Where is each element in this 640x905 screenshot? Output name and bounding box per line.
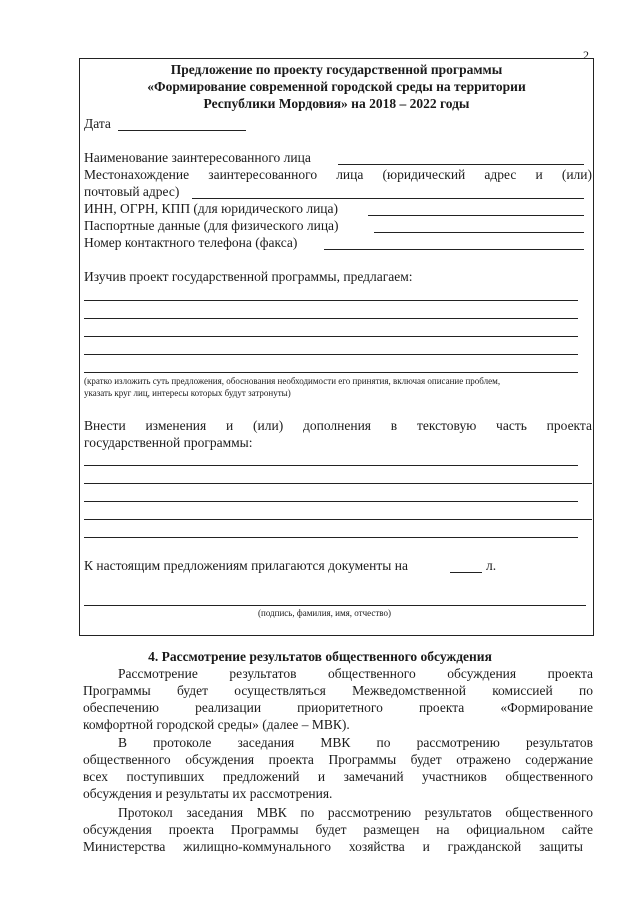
signature-caption: (подпись, фамилия, имя, отчество): [258, 608, 391, 618]
proposal-line-3[interactable]: [84, 336, 578, 337]
changes-line-c[interactable]: [84, 501, 578, 502]
attachments-prefix: К настоящим предложениям прилагаются документы на: [84, 558, 408, 573]
changes-line-d[interactable]: [84, 519, 592, 520]
passport-label: Паспортные данные (для физического лица): [84, 218, 339, 233]
applicant-name-line[interactable]: [338, 164, 584, 165]
p1-line-4: комфортной городской среды» (далее – МВК).: [83, 717, 350, 732]
proposal-note-line-1: (кратко изложить суть предложения, обоснования необходимости его принятия, включая описание проблем,: [84, 376, 501, 386]
attachments-count-line[interactable]: [450, 572, 482, 573]
page-number: 2: [583, 48, 589, 62]
form-title-line-2: «Формирование современной городской среды на территории: [147, 79, 526, 94]
signature-line[interactable]: [84, 605, 586, 606]
p1-line-3: обеспечению реализации приоритетного проекта «Формирование: [83, 700, 593, 715]
p2-line-3: всех поступивших предложений и замечаний участников общественного: [83, 769, 593, 784]
inn-label: ИНН, ОГРН, КПП (для юридического лица): [84, 201, 339, 216]
changes-line-a[interactable]: [84, 465, 578, 466]
p2-line-4: обсуждения и результаты их рассмотрения.: [83, 786, 333, 801]
date-line[interactable]: [118, 130, 246, 131]
proposal-line-2[interactable]: [84, 318, 578, 319]
form-title-line-1: Предложение по проекту государственной программы: [170, 62, 503, 77]
changes-line-2: государственной программы:: [84, 435, 253, 450]
phone-label: Номер контактного телефона (факса): [84, 235, 298, 250]
p1-line-1: Рассмотрение результатов общественного обсуждения проекта: [118, 666, 593, 681]
changes-line-b[interactable]: [84, 483, 592, 484]
postal-address-line[interactable]: [192, 198, 584, 199]
inn-line[interactable]: [368, 215, 584, 216]
phone-line[interactable]: [324, 249, 584, 250]
p1-line-2: Программы будет осуществляться Межведомственной комиссией по: [83, 683, 593, 698]
proposal-line-4[interactable]: [84, 354, 578, 355]
location-label: Местонахождение заинтересованного лица (юридический адрес и (или): [84, 167, 592, 182]
form-title-line-3: Республики Мордовия» на 2018 – 2022 годы: [203, 96, 470, 111]
p3-line-1: Протокол заседания МВК по рассмотрению результатов общественного: [118, 805, 593, 820]
p2-line-2: общественного обсуждения проекта Программы будет отражено содержание: [83, 752, 593, 767]
proposal-line-5[interactable]: [84, 372, 578, 373]
p2-line-1: В протоколе заседания МВК по рассмотрению результатов: [118, 735, 593, 750]
proposal-intro: Изучив проект государственной программы, предлагаем:: [84, 269, 413, 284]
changes-line-1: Внести изменения и (или) дополнения в текстовую часть проекта: [84, 418, 592, 433]
p3-line-2: обсуждения проекта Программы будет размещен на официальном сайте: [83, 822, 593, 837]
passport-line[interactable]: [374, 232, 584, 233]
section-heading: 4. Рассмотрение результатов общественного обсуждения: [148, 649, 492, 664]
changes-line-e[interactable]: [84, 537, 578, 538]
attachments-suffix: л.: [486, 558, 497, 573]
proposal-form: [79, 58, 594, 636]
postal-address-label: почтовый адрес): [84, 184, 180, 199]
proposal-line-1[interactable]: [84, 300, 578, 301]
applicant-name-label: Наименование заинтересованного лица: [84, 150, 311, 165]
proposal-note-line-2: указать круг лиц, интересы которых будут затронуты): [84, 388, 291, 398]
date-label: Дата: [84, 116, 111, 131]
p3-line-3: Министерства жилищно-коммунального хозяйства и гражданской защиты: [83, 839, 583, 854]
